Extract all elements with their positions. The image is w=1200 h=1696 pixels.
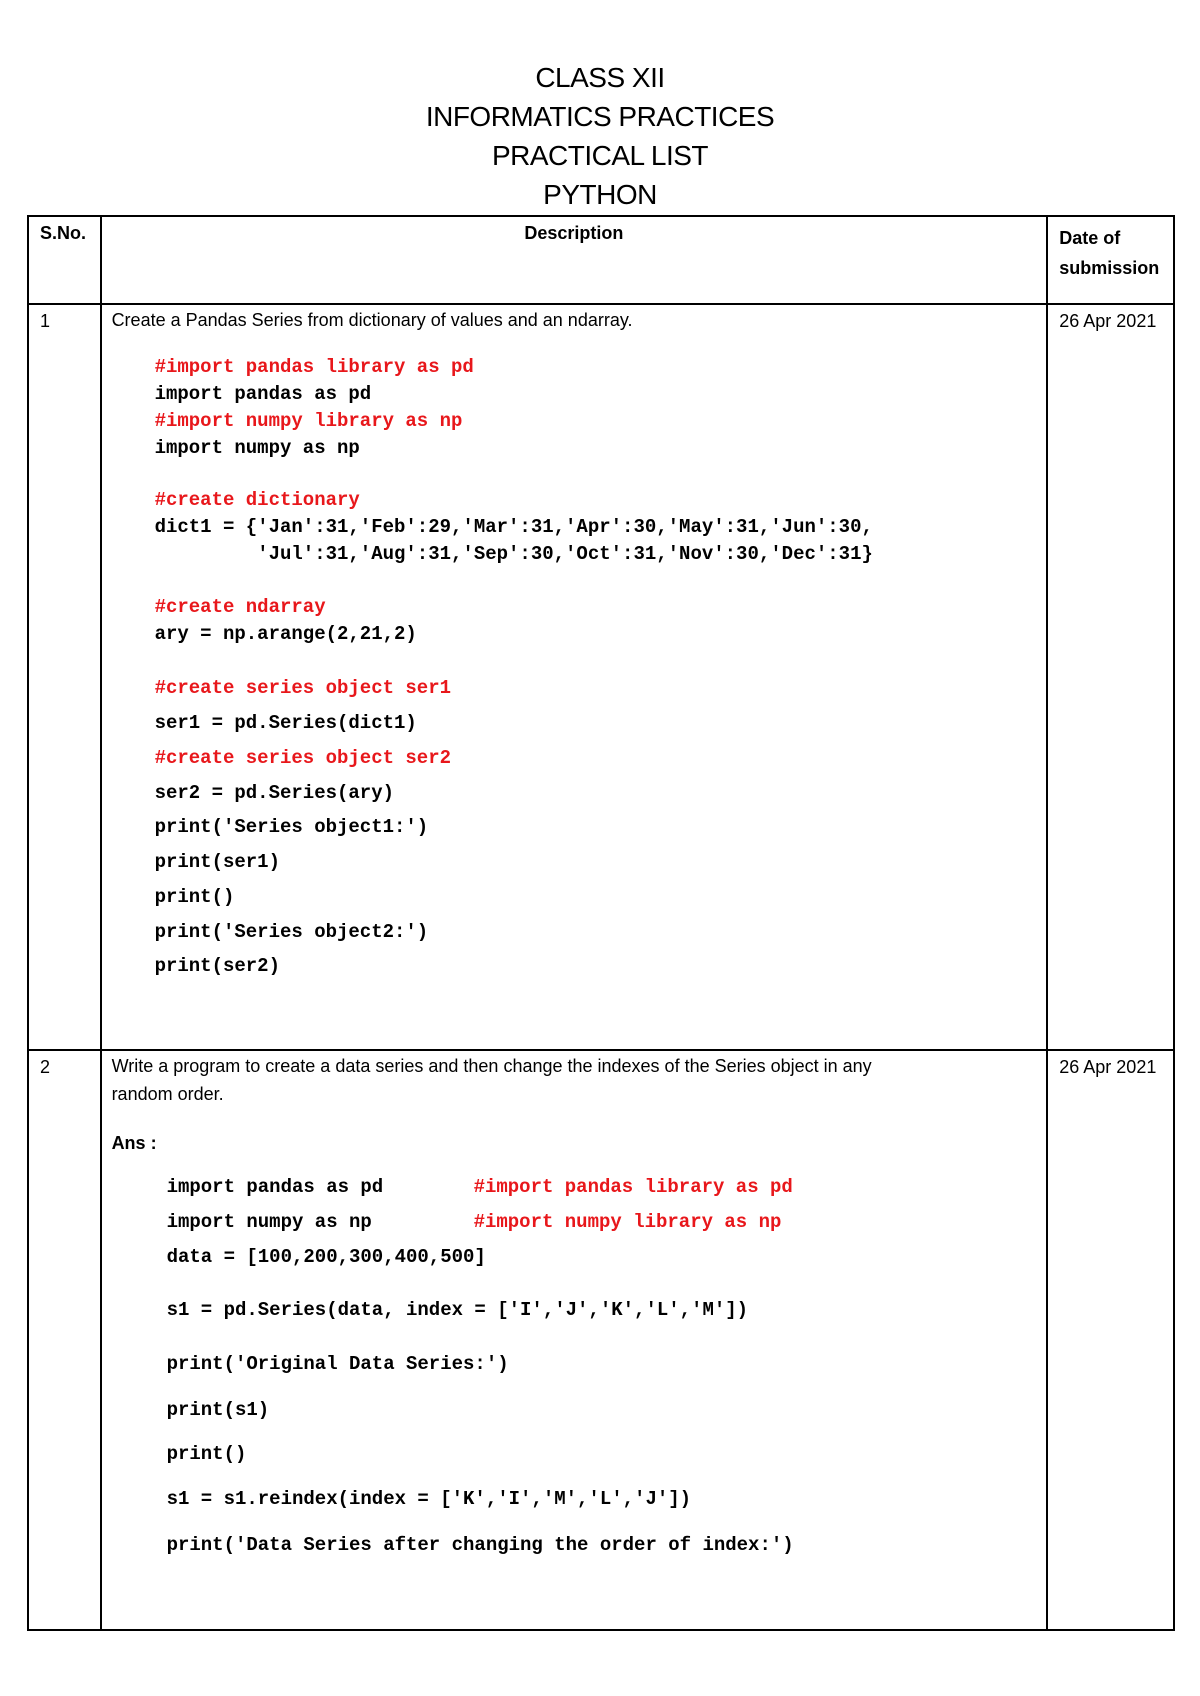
row-sno: 2	[28, 1050, 101, 1630]
code-line: import pandas as pd	[166, 1176, 384, 1198]
code-line: ser2 = pd.Series(ary)	[154, 782, 395, 804]
code-comment: #import pandas library as pd	[473, 1176, 793, 1198]
code-line: s1 = pd.Series(data, index = ['I','J','K','L','M'])	[166, 1299, 749, 1321]
title-list: PRACTICAL LIST	[491, 140, 708, 171]
code-line: #import numpy library as np	[154, 410, 463, 432]
practical-list-table	[27, 215, 1175, 1631]
code-line: data = [100,200,300,400,500]	[166, 1246, 486, 1268]
code-line: print(ser1)	[154, 851, 280, 873]
code-line: ary = np.arange(2,21,2)	[154, 623, 417, 645]
question-text-line1: Write a program to create a data series and then change the indexes of the Series object in any	[111, 1056, 872, 1076]
code-comment: #import numpy library as np	[473, 1211, 782, 1233]
table-header-row	[28, 216, 1174, 304]
code-line: ser1 = pd.Series(dict1)	[154, 712, 417, 734]
row-description	[101, 1050, 1048, 1630]
code-line: print('Data Series after changing the order of index:')	[166, 1534, 794, 1556]
code-line: dict1 = {'Jan':31,'Feb':29,'Mar':31,'Apr':30,'May':31,'Jun':30,	[154, 516, 873, 538]
code-line: print('Series object2:')	[154, 921, 429, 943]
question-text-line2: random order.	[111, 1084, 224, 1104]
code-line: print('Series object1:')	[154, 816, 429, 838]
question-text: Create a Pandas Series from dictionary of values and an ndarray.	[111, 310, 633, 330]
row-description	[101, 304, 1048, 1050]
code-line: #create series object ser1	[154, 677, 452, 699]
header-description: Description	[101, 216, 1048, 304]
row-date: 26 Apr 2021	[1047, 304, 1174, 1050]
header-date-line2: submission	[1059, 258, 1160, 278]
code-line: #create dictionary	[154, 489, 360, 511]
header-date	[1047, 216, 1174, 304]
table-row	[28, 304, 1174, 1050]
code-line: print('Original Data Series:')	[166, 1353, 509, 1375]
header-date-line1: Date of	[1059, 228, 1121, 248]
code-line: #create series object ser2	[154, 747, 452, 769]
code-line: 'Jul':31,'Aug':31,'Sep':30,'Oct':31,'Nov':30,'Dec':31}	[154, 543, 873, 565]
code-line: import numpy as np	[166, 1211, 372, 1233]
code-line: #import pandas library as pd	[154, 356, 474, 378]
row-date: 26 Apr 2021	[1047, 1050, 1174, 1630]
code-line: #create ndarray	[154, 596, 326, 618]
title-class: CLASS XII	[535, 62, 665, 93]
code-line: print(s1)	[166, 1399, 270, 1421]
document-title-block	[0, 58, 1200, 214]
row-sno: 1	[28, 304, 101, 1050]
code-line: print(ser2)	[154, 955, 280, 977]
table-row	[28, 1050, 1174, 1630]
header-sno: S.No.	[28, 216, 101, 304]
answer-label: Ans :	[111, 1133, 157, 1153]
title-subject: INFORMATICS PRACTICES	[425, 101, 775, 132]
code-line: s1 = s1.reindex(index = ['K','I','M','L','J'])	[166, 1488, 692, 1510]
code-line: print()	[154, 886, 235, 908]
title-language: PYTHON	[543, 179, 657, 210]
code-line: import pandas as pd	[154, 383, 372, 405]
code-line: import numpy as np	[154, 437, 360, 459]
code-line: print()	[166, 1443, 247, 1465]
